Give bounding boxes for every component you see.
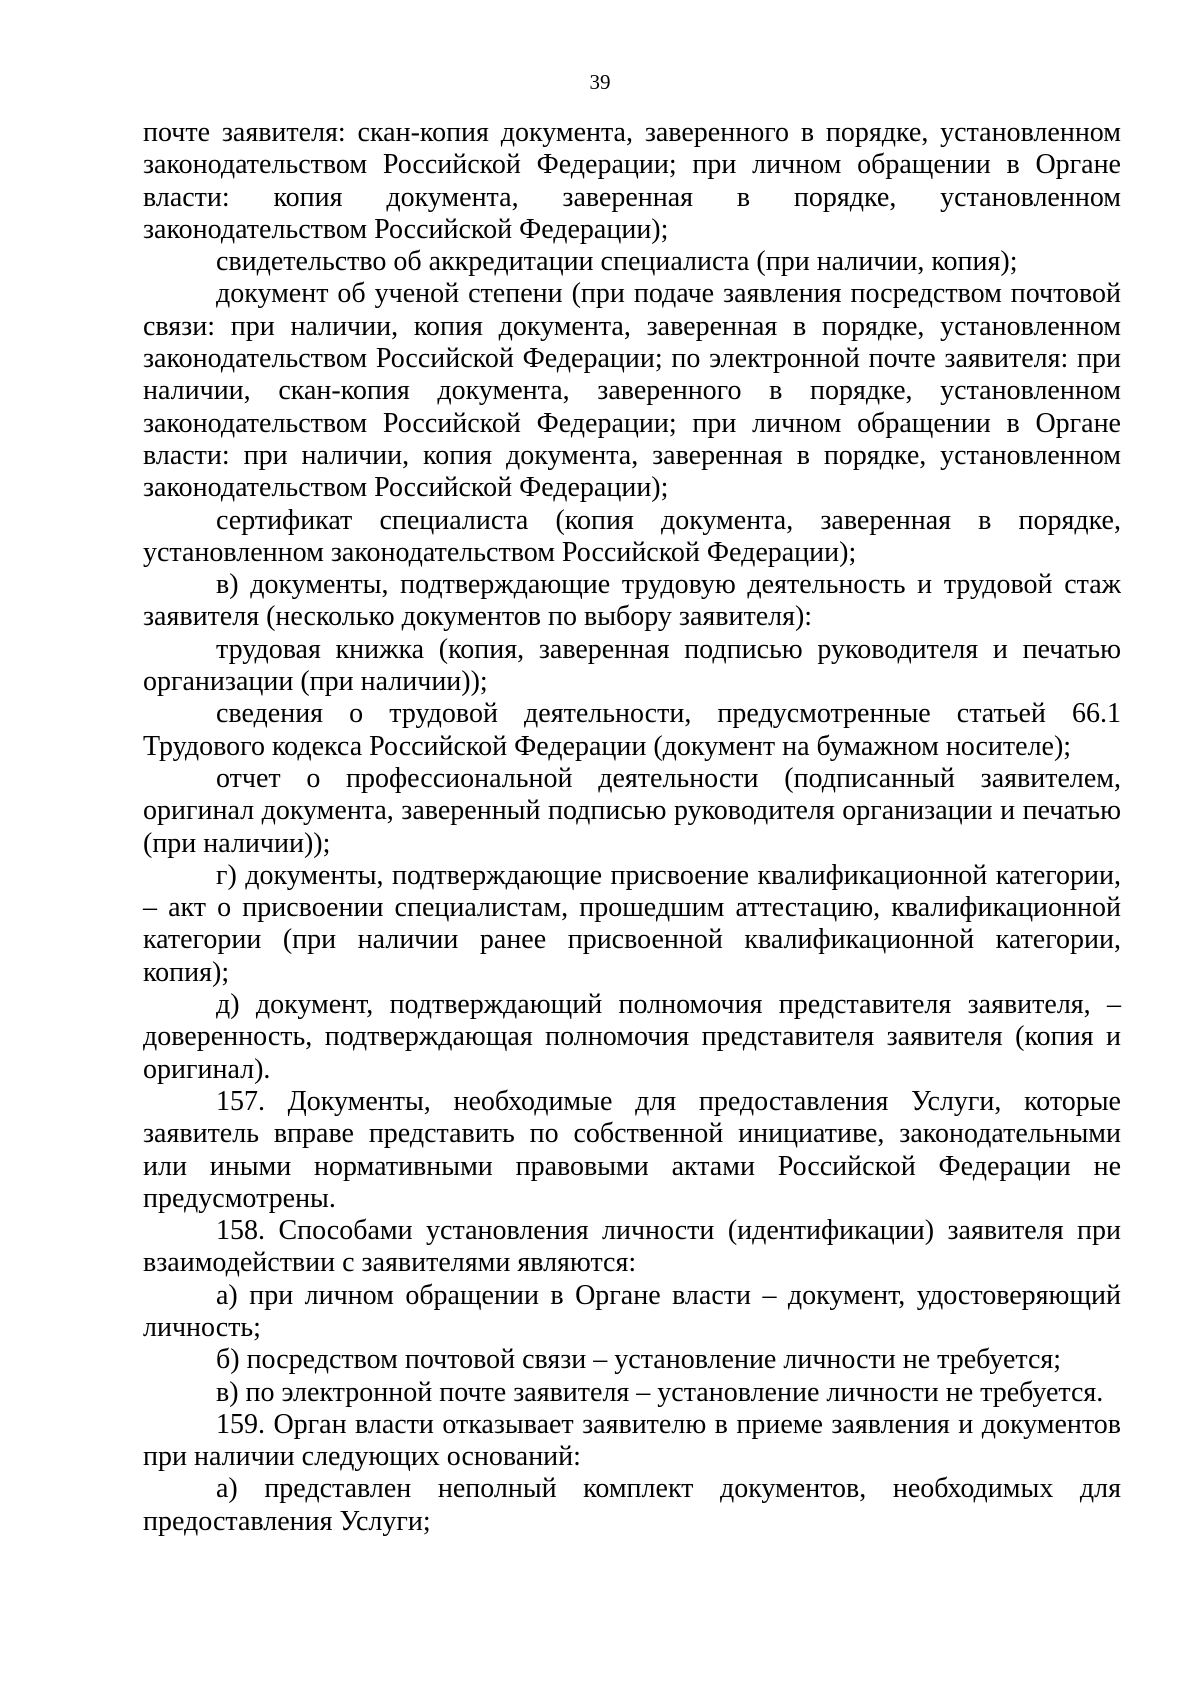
paragraph-labor-activity-info: сведения о трудовой деятельности, предусмотренные статьей 66.1 Трудового кодекса Российской Федерации (документ на бумажном носителе);	[143, 698, 1121, 762]
paragraph-158-a: а) при личном обращении в Органе власти – документ, удостоверяющий личность;	[143, 1279, 1121, 1343]
paragraph-item-d-power-of-attorney: д) документ, подтверждающий полномочия представителя заявителя, – доверенность, подтверждающая полномочия представителя заявителя (копия и оригинал).	[143, 989, 1121, 1085]
paragraph-158: 158. Способами установления личности (идентификации) заявителя при взаимодействии с заявителями являются:	[143, 1215, 1121, 1279]
paragraph-accreditation-certificate: свидетельство об аккредитации специалиста (при наличии, копия);	[216, 246, 1018, 278]
paragraph-specialist-certificate: сертификат специалиста (копия документа, заверенная в порядке, установленном законодательством Российской Федерации);	[143, 504, 1121, 568]
paragraph-158-b: б) посредством почтовой связи – установление личности не требуется;	[216, 1344, 1062, 1376]
paragraph-professional-report: отчет о профессиональной деятельности (подписанный заявителем, оригинал документа, заверенный подписью руководителя организации и печатью (при наличии));	[143, 762, 1121, 859]
paragraph-157: 157. Документы, необходимые для предоставления Услуги, которые заявитель вправе представить по собственной инициативе, законодательными или иными нормативными правовыми актами Российской Федерации не предусмотрены.	[143, 1085, 1121, 1214]
document-body	[143, 117, 1121, 1538]
paragraph-item-v-labor-documents: в) документы, подтверждающие трудовую деятельность и трудовой стаж заявителя (несколько документов по выбору заявителя):	[143, 569, 1121, 633]
paragraph-159-a: а) представлен неполный комплект документов, необходимых для предоставления Услуги;	[143, 1473, 1121, 1537]
paragraph-159: 159. Орган власти отказывает заявителю в приеме заявления и документов при наличии следующих оснований:	[143, 1408, 1121, 1473]
paragraph-item-g-qualification: г) документы, подтверждающие присвоение квалификационной категории, – акт о присвоении специалистам, прошедшим аттестацию, квалификационной категории (при наличии ранее присвоенной квалификационной категории, копия);	[143, 859, 1121, 988]
paragraph-work-book: трудовая книжка (копия, заверенная подписью руководителя и печатью организации (при наличии));	[143, 633, 1121, 698]
paragraph-academic-degree: документ об ученой степени (при подаче заявления посредством почтовой связи: при наличии, копия документа, заверенная в порядке, установленном законодательством Российской Федерации; по электронной почте заявителя: при наличии, скан-копия документа, заверенного в порядке, установленном законодательством Российской Федерации; при личном обращении в Органе власти: при наличии, копия документа, заверенная в порядке, установленном законодательством Российской Федерации);	[143, 278, 1121, 504]
paragraph-continuation: почте заявителя: скан-копия документа, заверенного в порядке, установленном законодательством Российской Федерации; при личном обращении в Органе власти: копия документа, заверенная в порядке, установленном законодательством Российской Федерации);	[143, 117, 1121, 245]
paragraph-158-v: в) по электронной почте заявителя – установление личности не требуется.	[216, 1376, 1104, 1408]
page-number: 39	[589, 70, 611, 94]
